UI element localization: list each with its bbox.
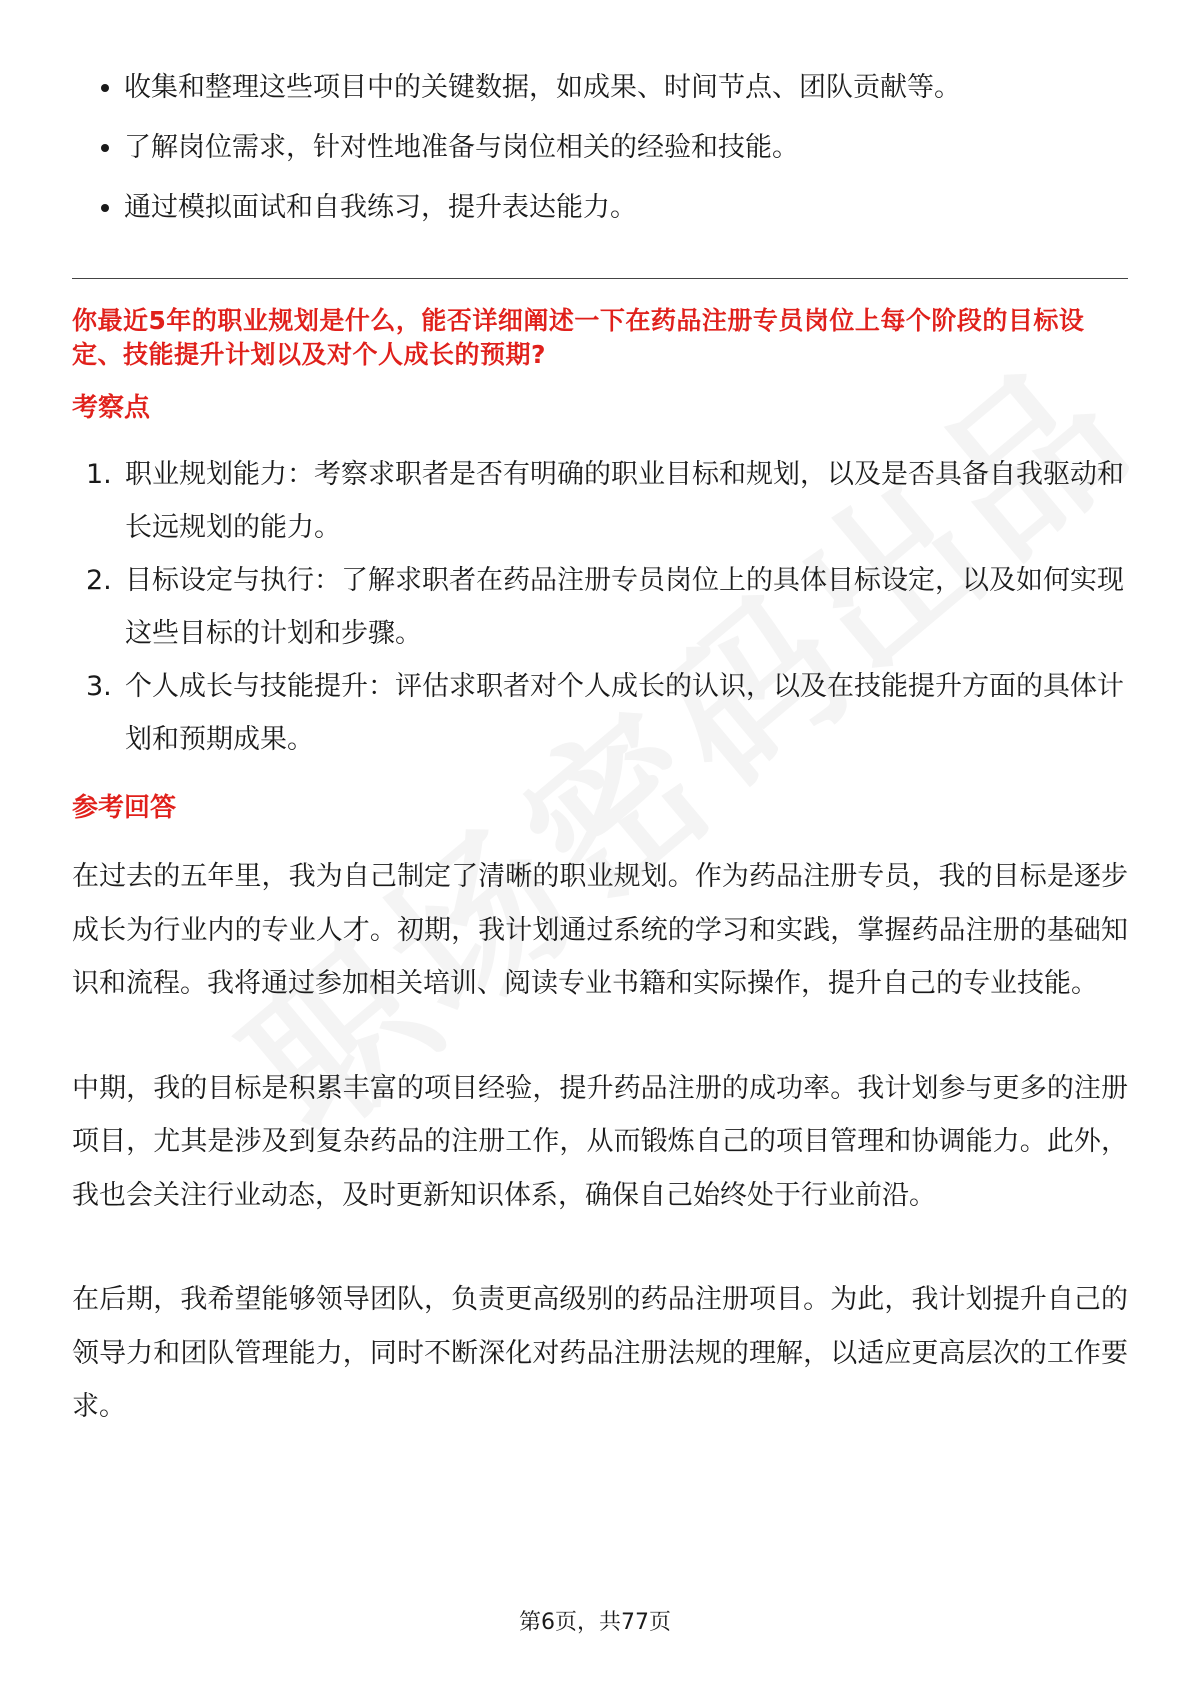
bullet-item — [72, 178, 1128, 238]
item-number: 1. — [86, 459, 112, 490]
answer-paragraph: 中期，我的目标是积累丰富的项目经验，提升药品注册的成功率。我计划参与更多的注册项目，尤其是涉及到复杂药品的注册工作，从而锻炼自己的项目管理和协调能力。此外，我也会关注行业动态，及时更新知识体系，确保自己始终处于行业前沿。 — [72, 1072, 1128, 1211]
question-heading: 你最近5年的职业规划是什么，能否详细阐述一下在药品注册专员岗位上每个阶段的目标设定、技能提升计划以及对个人成长的预期? — [72, 306, 1085, 369]
review-points-heading: 考察点 — [72, 393, 151, 423]
bullet-item — [72, 118, 1128, 178]
item-text: 目标设定与执行：了解求职者在药品注册专员岗位上的具体目标设定，以及如何实现这些目标的计划和步骤。 — [125, 565, 1124, 649]
item-text: 职业规划能力：考察求职者是否有明确的职业目标和规划，以及是否具备自我驱动和长远规划的能力。 — [125, 459, 1124, 543]
page-number: 第6页，共77页 — [519, 1610, 671, 1635]
bullet-dot-icon — [101, 84, 109, 92]
page-content — [72, 58, 1128, 1434]
reference-answer-heading: 参考回答 — [72, 793, 177, 823]
section-divider — [72, 278, 1128, 279]
bullet-dot-icon — [101, 204, 109, 212]
bullet-text: 收集和整理这些项目中的关键数据，如成果、时间节点、团队贡献等。 — [124, 72, 961, 103]
review-point-item — [72, 554, 1128, 660]
bullet-list — [72, 58, 1128, 238]
bullet-text: 了解岗位需求，针对性地准备与岗位相关的经验和技能。 — [124, 132, 799, 163]
item-text: 个人成长与技能提升：评估求职者对个人成长的认识，以及在技能提升方面的具体计划和预期成果。 — [125, 671, 1124, 755]
review-point-item — [72, 660, 1128, 766]
bullet-text: 通过模拟面试和自我练习，提升表达能力。 — [124, 192, 637, 223]
bullet-dot-icon — [101, 144, 109, 152]
answer-paragraph: 在后期，我希望能够领导团队，负责更高级别的药品注册项目。为此，我计划提升自己的领导力和团队管理能力，同时不断深化对药品注册法规的理解，以适应更高层次的工作要求。 — [72, 1284, 1128, 1422]
review-point-item — [72, 448, 1128, 554]
item-number: 2. — [86, 565, 112, 596]
bullet-item — [72, 58, 1128, 118]
answer-paragraph: 在过去的五年里，我为自己制定了清晰的职业规划。作为药品注册专员，我的目标是逐步成长为行业内的专业人才。初期，我计划通过系统的学习和实践，掌握药品注册的基础知识和流程。我将通过参加相关培训、阅读专业书籍和实际操作，提升自己的专业技能。 — [72, 861, 1128, 999]
item-number: 3. — [86, 671, 112, 702]
review-points-list — [72, 448, 1128, 766]
